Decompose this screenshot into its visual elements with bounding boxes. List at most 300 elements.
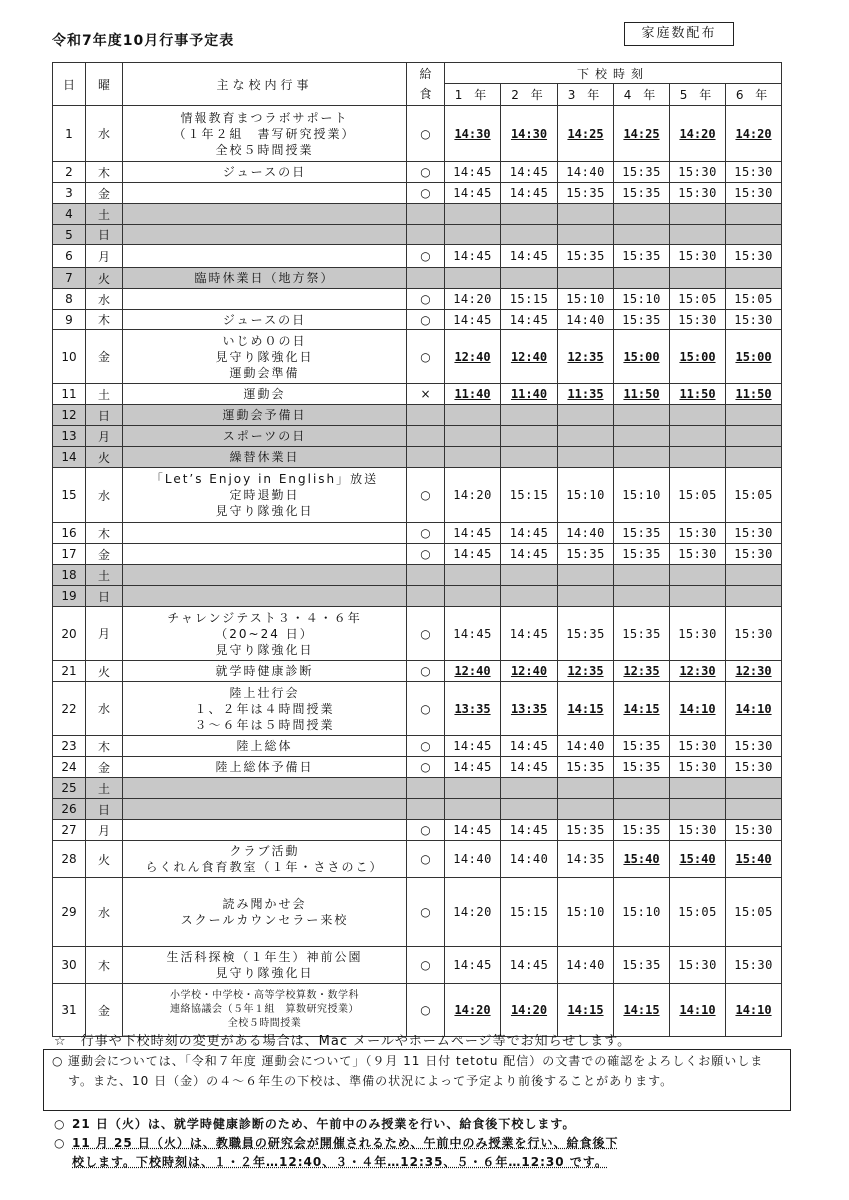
lunch-cell: ○ <box>407 289 445 310</box>
event-text: 運動会 <box>243 387 286 401</box>
event-text: 見守り隊強化日 <box>215 504 314 518</box>
header-lunch-text: 給食 <box>419 67 432 101</box>
lunch-cell <box>407 447 445 468</box>
dismissal-time <box>445 447 501 468</box>
dismissal-time <box>501 799 558 820</box>
dismissal-time: 14:45 <box>445 523 501 544</box>
dismissal-time <box>726 586 782 607</box>
schedule-row <box>53 778 782 799</box>
dismissal-time <box>614 778 670 799</box>
dismissal-time: 12:35 <box>558 330 614 384</box>
dismissal-time: 14:20 <box>726 106 782 162</box>
dismissal-time: 15:00 <box>614 330 670 384</box>
dismissal-time <box>726 778 782 799</box>
dismissal-time: 14:15 <box>614 984 670 1037</box>
events-cell <box>123 947 407 984</box>
event-text: 見守り隊強化日 <box>215 349 314 364</box>
header-grade: 1 年 <box>445 84 501 106</box>
dismissal-time: 14:20 <box>445 984 501 1037</box>
day-cell: 14 <box>53 447 86 468</box>
lunch-cell: ○ <box>407 468 445 523</box>
weekday-cell: 日 <box>86 799 123 820</box>
dismissal-time: 15:35 <box>558 544 614 565</box>
day-cell: 1 <box>53 106 86 162</box>
dismissal-time <box>614 204 670 225</box>
dismissal-time: 14:45 <box>501 736 558 757</box>
dismissal-time <box>558 426 614 447</box>
dismissal-time: 14:40 <box>558 523 614 544</box>
schedule-row <box>53 947 782 984</box>
weekday-cell: 火 <box>86 661 123 682</box>
day-cell: 29 <box>53 878 86 947</box>
dismissal-time <box>445 225 501 245</box>
day-cell: 17 <box>53 544 86 565</box>
dismissal-time <box>445 405 501 426</box>
schedule-row <box>53 268 782 289</box>
lunch-cell: ○ <box>407 607 445 661</box>
weekday-cell: 土 <box>86 778 123 799</box>
weekday-cell: 金 <box>86 984 123 1037</box>
events-cell <box>123 183 407 204</box>
dismissal-time: 15:30 <box>670 544 726 565</box>
events-cell <box>123 544 407 565</box>
dismissal-time: 15:30 <box>726 544 782 565</box>
event-text: 運動会準備 <box>229 365 300 380</box>
event-text: 生活科探検（１年生）神前公園 <box>166 950 363 964</box>
day-cell: 5 <box>53 225 86 245</box>
dismissal-time: 15:30 <box>726 523 782 544</box>
dismissal-time: 11:50 <box>726 384 782 405</box>
dismissal-time: 14:45 <box>445 544 501 565</box>
bullet-note-text: 21 日（火）は、就学時健康診断のため、午前中のみ授業を行い、給食後下校します。 <box>72 1117 576 1131</box>
bullet-note <box>54 1134 789 1172</box>
dismissal-time <box>558 225 614 245</box>
dismissal-time <box>445 565 501 586</box>
dismissal-time <box>614 586 670 607</box>
day-cell: 6 <box>53 245 86 268</box>
bullet-note <box>54 1115 575 1134</box>
dismissal-time <box>558 565 614 586</box>
dismissal-time: 14:45 <box>445 947 501 984</box>
notice-box-text: 運動会については、「令和７年度 運動会について」（９月 11 日付 tetotu 配信）の文書での確認をよろしくお願いします。また、10 日（金）の４～６年生の下校は、準備の状況によって予定より前後することがあります。 <box>68 1054 764 1088</box>
dismissal-time <box>614 799 670 820</box>
bullet-note-text: 校します。下校時刻は、１・２年…12:40、３・４年…12:35、５・６年…12:30 です。 <box>72 1155 608 1169</box>
dismissal-time: 14:20 <box>501 984 558 1037</box>
lunch-cell <box>407 225 445 245</box>
dismissal-time: 15:05 <box>670 878 726 947</box>
day-cell: 11 <box>53 384 86 405</box>
schedule-row <box>53 162 782 183</box>
event-text: クラブ活動 <box>229 844 300 858</box>
events-cell <box>123 586 407 607</box>
lunch-cell: ○ <box>407 984 445 1037</box>
dismissal-time: 14:45 <box>501 183 558 204</box>
dismissal-time: 14:35 <box>558 841 614 878</box>
dismissal-time: 14:15 <box>558 984 614 1037</box>
lunch-cell: ○ <box>407 736 445 757</box>
day-cell: 15 <box>53 468 86 523</box>
weekday-cell: 木 <box>86 523 123 544</box>
events-cell <box>123 984 407 1037</box>
weekday-cell: 月 <box>86 245 123 268</box>
header-lunch <box>407 63 445 106</box>
day-cell: 13 <box>53 426 86 447</box>
dismissal-time: 15:35 <box>614 183 670 204</box>
dismissal-time: 14:15 <box>614 682 670 736</box>
lunch-cell: ○ <box>407 757 445 778</box>
event-text: スクールカウンセラー来校 <box>180 913 349 927</box>
events-cell <box>123 289 407 310</box>
dismissal-time: 15:00 <box>726 330 782 384</box>
event-text: 読み聞かせ会 <box>222 897 307 911</box>
schedule-row <box>53 841 782 878</box>
day-cell: 20 <box>53 607 86 661</box>
weekday-cell: 火 <box>86 447 123 468</box>
page-title: 令和7年度10月行事予定表 <box>52 33 235 49</box>
weekday-cell: 月 <box>86 607 123 661</box>
weekday-cell: 火 <box>86 268 123 289</box>
dismissal-time <box>501 778 558 799</box>
dismissal-time <box>558 799 614 820</box>
events-cell <box>123 661 407 682</box>
schedule-row <box>53 225 782 245</box>
dismissal-time: 15:05 <box>726 289 782 310</box>
circle-mark: ○ <box>54 1136 66 1150</box>
day-cell: 22 <box>53 682 86 736</box>
event-text: 陸上総体 <box>236 739 293 753</box>
event-text: 運動会予備日 <box>222 408 307 422</box>
dismissal-time: 14:45 <box>501 820 558 841</box>
dismissal-time: 15:35 <box>614 310 670 330</box>
dismissal-time <box>614 225 670 245</box>
schedule-row <box>53 405 782 426</box>
weekday-cell: 木 <box>86 736 123 757</box>
events-cell <box>123 204 407 225</box>
event-text: １、２年は４時間授業 <box>194 701 335 716</box>
event-text: 全校５時間授業 <box>227 1018 302 1029</box>
dismissal-time: 14:45 <box>501 544 558 565</box>
dismissal-time: 15:30 <box>726 947 782 984</box>
weekday-cell: 火 <box>86 841 123 878</box>
event-text: （１年２組 書写研究授業） <box>173 126 356 141</box>
events-cell <box>123 225 407 245</box>
dismissal-time: 14:25 <box>558 106 614 162</box>
schedule-row <box>53 736 782 757</box>
dismissal-time: 15:35 <box>558 757 614 778</box>
dismissal-time <box>726 447 782 468</box>
schedule-row <box>53 330 782 384</box>
lunch-cell: ○ <box>407 544 445 565</box>
events-cell <box>123 841 407 878</box>
day-cell: 25 <box>53 778 86 799</box>
lunch-cell: × <box>407 384 445 405</box>
events-cell <box>123 330 407 384</box>
schedule-row <box>53 820 782 841</box>
weekday-cell: 水 <box>86 878 123 947</box>
day-cell: 3 <box>53 183 86 204</box>
events-cell <box>123 384 407 405</box>
day-cell: 12 <box>53 405 86 426</box>
schedule-table <box>52 62 782 1037</box>
events-cell <box>123 447 407 468</box>
dismissal-time: 11:40 <box>445 384 501 405</box>
dismissal-time: 14:45 <box>445 820 501 841</box>
dismissal-time: 15:35 <box>614 162 670 183</box>
lunch-cell: ○ <box>407 947 445 984</box>
dismissal-time: 15:30 <box>670 736 726 757</box>
schedule-row <box>53 204 782 225</box>
day-cell: 23 <box>53 736 86 757</box>
dismissal-time: 15:30 <box>670 523 726 544</box>
dismissal-time: 15:30 <box>670 162 726 183</box>
dismissal-time <box>726 405 782 426</box>
event-text: 情報教育まつラボサポート <box>180 110 349 125</box>
events-cell <box>123 736 407 757</box>
dismissal-time <box>445 268 501 289</box>
header-grade: 6 年 <box>726 84 782 106</box>
schedule-row <box>53 183 782 204</box>
day-cell: 27 <box>53 820 86 841</box>
events-cell <box>123 607 407 661</box>
dismissal-time <box>726 268 782 289</box>
weekday-cell: 日 <box>86 405 123 426</box>
events-cell <box>123 778 407 799</box>
dismissal-time: 12:30 <box>726 661 782 682</box>
dismissal-time <box>726 565 782 586</box>
weekday-cell: 水 <box>86 682 123 736</box>
events-cell <box>123 820 407 841</box>
dismissal-time <box>670 447 726 468</box>
dismissal-time: 15:05 <box>726 468 782 523</box>
lunch-cell: ○ <box>407 682 445 736</box>
dismissal-time: 15:30 <box>726 245 782 268</box>
event-text: 定時退勤日 <box>229 488 300 502</box>
dismissal-time <box>670 778 726 799</box>
weekday-cell: 金 <box>86 544 123 565</box>
dismissal-time: 15:40 <box>614 841 670 878</box>
events-cell <box>123 523 407 544</box>
events-cell <box>123 426 407 447</box>
day-cell: 2 <box>53 162 86 183</box>
dismissal-time <box>670 565 726 586</box>
dismissal-time <box>726 799 782 820</box>
schedule-row <box>53 565 782 586</box>
weekday-cell: 水 <box>86 289 123 310</box>
weekday-cell: 月 <box>86 426 123 447</box>
dismissal-time: 15:30 <box>670 820 726 841</box>
dismissal-time: 15:05 <box>726 878 782 947</box>
dismissal-time: 14:45 <box>501 947 558 984</box>
dismissal-time <box>726 204 782 225</box>
dismissal-time: 14:45 <box>501 245 558 268</box>
lunch-cell: ○ <box>407 162 445 183</box>
day-cell: 10 <box>53 330 86 384</box>
circle-mark: ○ <box>54 1117 66 1131</box>
lunch-cell: ○ <box>407 661 445 682</box>
dismissal-time: 14:45 <box>501 523 558 544</box>
dismissal-time: 15:35 <box>614 736 670 757</box>
events-cell <box>123 268 407 289</box>
schedule-row <box>53 757 782 778</box>
dismissal-time <box>670 799 726 820</box>
weekday-cell: 日 <box>86 586 123 607</box>
dismissal-time <box>501 586 558 607</box>
lunch-cell <box>407 565 445 586</box>
lunch-cell <box>407 405 445 426</box>
day-cell: 31 <box>53 984 86 1037</box>
dismissal-time <box>501 565 558 586</box>
dismissal-time: 15:35 <box>614 757 670 778</box>
day-cell: 18 <box>53 565 86 586</box>
schedule-row <box>53 426 782 447</box>
dismissal-time <box>670 204 726 225</box>
dismissal-time: 15:35 <box>614 245 670 268</box>
event-text: 「Let’s Enjoy in English」放送 <box>150 472 379 486</box>
event-text: ジュースの日 <box>222 165 307 179</box>
lunch-cell: ○ <box>407 820 445 841</box>
event-text: 陸上総体予備日 <box>215 760 314 774</box>
header-grade: 3 年 <box>558 84 614 106</box>
event-text: いじめ０の日 <box>222 333 307 348</box>
dismissal-time: 15:35 <box>558 245 614 268</box>
dismissal-time <box>558 447 614 468</box>
weekday-cell: 金 <box>86 330 123 384</box>
dismissal-time: 12:40 <box>445 661 501 682</box>
event-text: スポーツの日 <box>222 429 307 443</box>
day-cell: 19 <box>53 586 86 607</box>
lunch-cell: ○ <box>407 523 445 544</box>
day-cell: 24 <box>53 757 86 778</box>
dismissal-time: 15:40 <box>670 841 726 878</box>
day-cell: 7 <box>53 268 86 289</box>
dismissal-time <box>558 405 614 426</box>
dismissal-time <box>501 447 558 468</box>
dismissal-time: 15:35 <box>614 544 670 565</box>
dismissal-time: 12:35 <box>558 661 614 682</box>
dismissal-time: 15:10 <box>614 878 670 947</box>
schedule-row <box>53 799 782 820</box>
event-text: 就学時健康診断 <box>215 664 314 678</box>
dismissal-time <box>614 268 670 289</box>
lunch-cell <box>407 426 445 447</box>
dismissal-time: 14:45 <box>501 162 558 183</box>
dismissal-time: 12:30 <box>670 661 726 682</box>
dismissal-time: 14:20 <box>445 468 501 523</box>
events-cell <box>123 468 407 523</box>
schedule-row <box>53 289 782 310</box>
dismissal-time: 11:50 <box>614 384 670 405</box>
lunch-cell <box>407 268 445 289</box>
dismissal-time <box>501 225 558 245</box>
dismissal-time: 15:30 <box>670 947 726 984</box>
dismissal-time <box>558 778 614 799</box>
schedule-row <box>53 447 782 468</box>
header-weekday: 曜 <box>86 63 123 106</box>
schedule-row <box>53 607 782 661</box>
event-text: ３～６年は５時間授業 <box>194 717 335 732</box>
header-grade: 2 年 <box>501 84 558 106</box>
lunch-cell: ○ <box>407 183 445 204</box>
dismissal-time: 14:30 <box>501 106 558 162</box>
events-cell <box>123 405 407 426</box>
event-text: らくれん食育教室（１年・ささのこ） <box>145 860 384 874</box>
dismissal-time <box>726 426 782 447</box>
schedule-row <box>53 384 782 405</box>
schedule-body <box>53 106 782 1037</box>
dismissal-time: 14:10 <box>726 682 782 736</box>
dismissal-time: 14:20 <box>445 878 501 947</box>
distribution-stamp: 家庭数配布 <box>624 22 734 46</box>
dismissal-time: 15:15 <box>501 878 558 947</box>
schedule-row <box>53 310 782 330</box>
dismissal-time: 15:30 <box>726 757 782 778</box>
schedule-row <box>53 878 782 947</box>
dismissal-time: 15:35 <box>558 820 614 841</box>
dismissal-time <box>445 204 501 225</box>
dismissal-time: 14:40 <box>558 162 614 183</box>
day-cell: 8 <box>53 289 86 310</box>
dismissal-time <box>614 447 670 468</box>
dismissal-time: 15:35 <box>558 607 614 661</box>
dismissal-time: 15:40 <box>726 841 782 878</box>
weekday-cell: 木 <box>86 310 123 330</box>
dismissal-time <box>670 586 726 607</box>
dismissal-time: 14:10 <box>726 984 782 1037</box>
dismissal-time: 14:30 <box>445 106 501 162</box>
day-cell: 16 <box>53 523 86 544</box>
dismissal-time: 15:30 <box>670 183 726 204</box>
dismissal-time: 15:10 <box>558 468 614 523</box>
dismissal-time: 15:00 <box>670 330 726 384</box>
dismissal-time: 14:10 <box>670 984 726 1037</box>
lunch-cell: ○ <box>407 310 445 330</box>
header-day: 日 <box>53 63 86 106</box>
dismissal-time: 11:35 <box>558 384 614 405</box>
header-dismissal: 下校時刻 <box>445 63 782 84</box>
lunch-cell: ○ <box>407 245 445 268</box>
events-cell <box>123 106 407 162</box>
dismissal-time: 14:45 <box>501 310 558 330</box>
header-grade: 4 年 <box>614 84 670 106</box>
dismissal-time <box>614 405 670 426</box>
dismissal-time: 14:45 <box>501 757 558 778</box>
weekday-cell: 土 <box>86 565 123 586</box>
day-cell: 30 <box>53 947 86 984</box>
dismissal-time: 14:40 <box>558 736 614 757</box>
dismissal-time: 15:30 <box>670 310 726 330</box>
dismissal-time <box>445 586 501 607</box>
lunch-cell <box>407 204 445 225</box>
bullet-note-text: 11 月 25 日（火）は、教職員の研究会が開催されるため、午前中のみ授業を行い、給食後下 <box>72 1136 619 1150</box>
dismissal-time: 15:30 <box>726 820 782 841</box>
event-text: ジュースの日 <box>222 312 307 327</box>
header-events: 主な校内行事 <box>123 63 407 106</box>
event-text: チャレンジテスト３・４・６年 <box>167 610 362 625</box>
schedule-row <box>53 468 782 523</box>
dismissal-time <box>445 799 501 820</box>
dismissal-time: 12:40 <box>501 330 558 384</box>
dismissal-time: 14:25 <box>614 106 670 162</box>
dismissal-time: 15:30 <box>726 310 782 330</box>
dismissal-time: 15:30 <box>726 607 782 661</box>
dismissal-time: 15:10 <box>558 289 614 310</box>
events-cell <box>123 310 407 330</box>
lunch-cell <box>407 586 445 607</box>
dismissal-time: 14:45 <box>445 757 501 778</box>
dismissal-time: 14:45 <box>445 736 501 757</box>
dismissal-time: 15:35 <box>614 947 670 984</box>
dismissal-time: 14:40 <box>501 841 558 878</box>
